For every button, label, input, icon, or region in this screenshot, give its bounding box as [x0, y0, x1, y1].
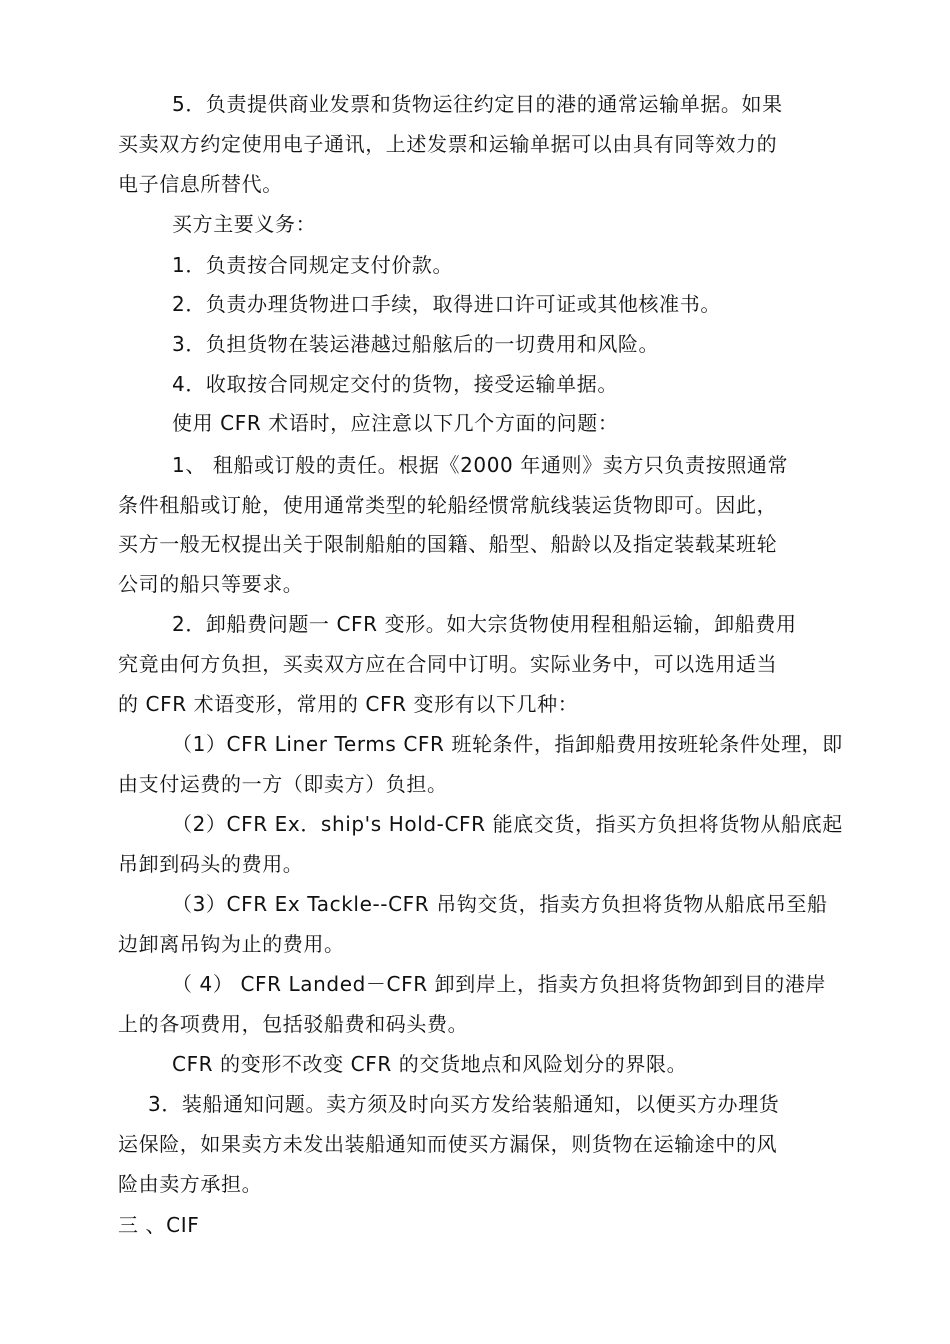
- paragraph-line: 2．卸船费问题一 CFR 变形。如大宗货物使用程租船运输，卸船费用: [172, 612, 797, 636]
- paragraph-line: 险由卖方承担。: [118, 1172, 263, 1196]
- paragraph-line: 5．负责提供商业发票和货物运往约定目的港的通常运输单据。如果: [172, 92, 783, 116]
- paragraph-line: （ 4） CFR Landed－CFR 卸到岸上，指卖方负担将货物卸到目的港岸: [172, 972, 827, 996]
- paragraph-line: 上的各项费用，包括驳船费和码头费。: [118, 1012, 469, 1036]
- paragraph-line: 究竟由何方负担，买卖双方应在合同中订明。实际业务中，可以选用适当: [118, 652, 778, 676]
- section-title: 三 、CIF: [118, 1213, 200, 1237]
- paragraph-line: 3．装船通知问题。卖方须及时向买方发给装船通知，以便买方办理货: [148, 1092, 780, 1116]
- paragraph-line: 由支付运费的一方（即卖方）负担。: [118, 772, 448, 796]
- paragraph-line: 买方一般无权提出关于限制船舶的国籍、船型、船龄以及指定装载某班轮: [118, 532, 778, 556]
- paragraph-line: 买卖双方约定使用电子通讯，上述发票和运输单据可以由具有同等效力的: [118, 132, 778, 156]
- section-heading: 买方主要义务：: [172, 212, 317, 236]
- list-item: 2．负责办理货物进口手续，取得进口许可证或其他核准书。: [172, 292, 721, 316]
- paragraph-line: 运保险，如果卖方未发出装船通知而使买方漏保，则货物在运输途中的风: [118, 1132, 778, 1156]
- paragraph-line: （2）CFR Ex．ship's Hold-CFR 能底交货，指买方负担将货物从船底起: [172, 812, 843, 836]
- list-item: 3．负担货物在装运港越过船舷后的一切费用和风险。: [172, 332, 660, 356]
- paragraph-line: 吊卸到码头的费用。: [118, 852, 304, 876]
- list-item: 1．负责按合同规定支付价款。: [172, 253, 454, 277]
- paragraph-line: 的 CFR 术语变形，常用的 CFR 变形有以下几种：: [118, 692, 579, 716]
- paragraph-line: 边卸离吊钩为止的费用。: [118, 932, 345, 956]
- paragraph-line: （3）CFR Ex Tackle--CFR 吊钩交货，指卖方负担将货物从船底吊至船: [172, 892, 828, 916]
- paragraph-line: 条件租船或订舱，使用通常类型的轮船经惯常航线装运货物即可。因此，: [118, 493, 778, 517]
- paragraph-line: 使用 CFR 术语时，应注意以下几个方面的问题：: [172, 411, 619, 435]
- paragraph-line: （1）CFR Liner Terms CFR 班轮条件，指卸船费用按班轮条件处理，即: [172, 732, 843, 756]
- list-item: 4．收取按合同规定交付的货物，接受运输单据。: [172, 372, 618, 396]
- paragraph-line: CFR 的变形不改变 CFR 的交货地点和风险划分的界限。: [172, 1052, 688, 1076]
- paragraph-line: 1、 租船或订般的责任。根据《2000 年通则》卖方只负责按照通常: [172, 453, 789, 477]
- paragraph-line: 电子信息所替代。: [118, 172, 283, 196]
- paragraph-line: 公司的船只等要求。: [118, 572, 304, 596]
